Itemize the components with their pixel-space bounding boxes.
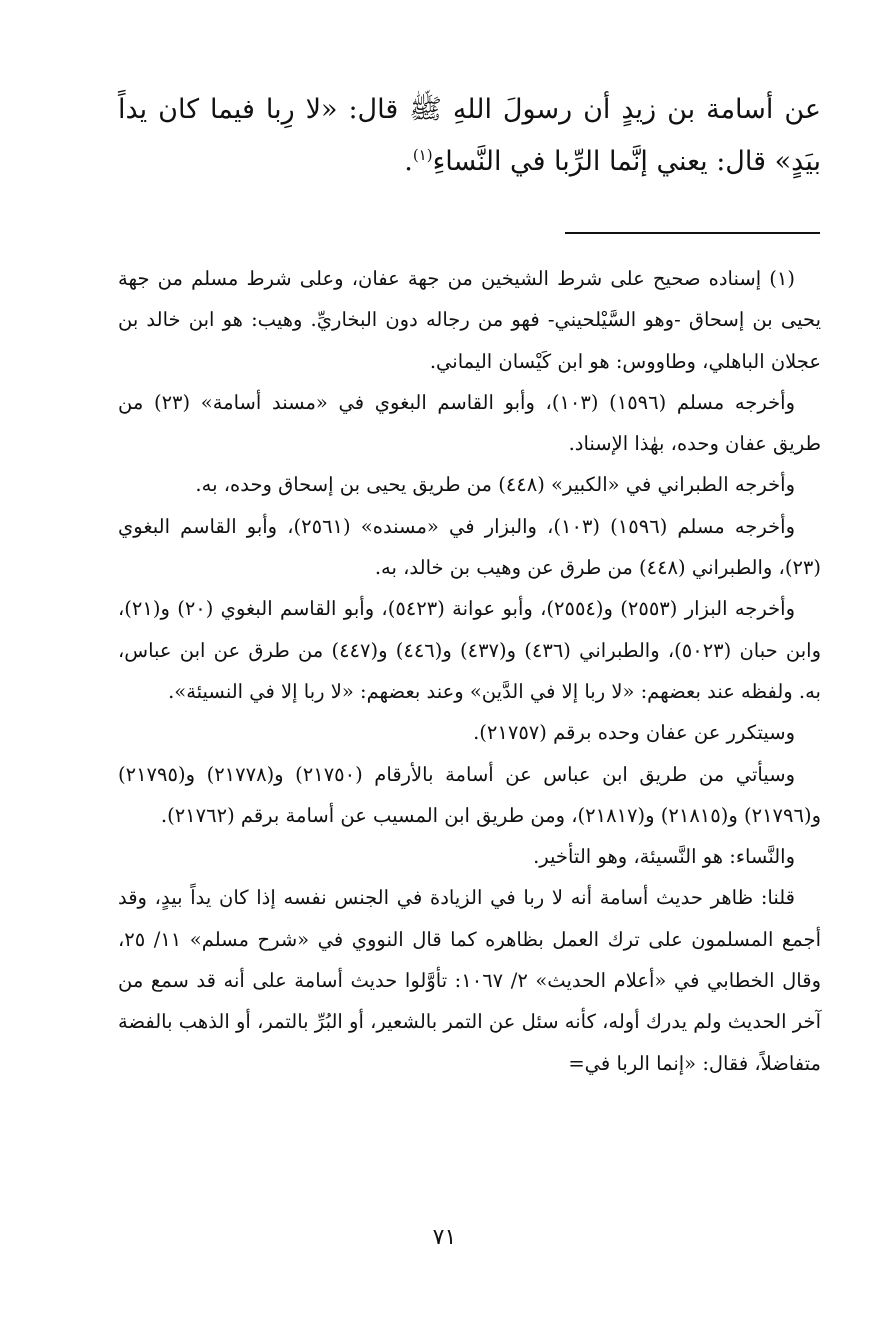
footnote-marker: (١) [412, 146, 433, 164]
footnote-paragraph: والنَّساء: هو النَّسيئة، وهو التأخير. [533, 845, 795, 869]
main-text-body: عن أسامة بن زيدٍ أن رسولَ اللهِ ﷺ قال: «لا رِبا فيما كان يداً بيَدٍ» قال: يعني إنَّما الرِّبا في النَّساءِ [118, 94, 821, 177]
footnote-paragraph: قلنا: ظاهر حديث أسامة أنه لا ربا في الزيادة في الجنس نفسه إذا كان يداً بيدٍ، وقد أجمع المسلمون على ترك العمل بظاهره كما قال النووي في «شرح مسلم» ١١/ ٢٥، وقال الخطابي في «أعلام الحديث» ٢/ ١٠٦٧: تأوَّلوا حديث أسامة على أنه قد سمع من آخر الحديث ولم يدرك أوله، كأنه سئل عن التمر بالشعير، أو البُرِّ بالتمر، أو الذهب بالفضة متفاضلاً، فقال: «إنما الربا في= [118, 886, 821, 1075]
footnote-paragraph: وسيأتي من طريق ابن عباس عن أسامة بالأرقام (٢١٧٥٠) و(٢١٧٧٨) و(٢١٧٩٥) و(٢١٧٩٦) و(٢١٨١٥) و(٢١٨١٧)، ومن طريق ابن المسيب عن أسامة برقم (٢١٧٦٢). [118, 762, 821, 827]
footnote-paragraph: وأخرجه الطبراني في «الكبير» (٤٤٨) من طريق يحيى بن إسحاق وحده، به. [195, 473, 795, 497]
footnote-paragraph: (١) إسناده صحيح على شرط الشيخين من جهة عفان، وعلى شرط مسلم من جهة يحيى بن إسحاق -وهو السَّيْلحيني- فهو من رجاله دون البخاريِّ. وهيب: هو ابن خالد بن عجلان الباهلي، وطاووس: هو ابن كَيْسان اليماني. [118, 267, 821, 373]
footnote-paragraph: وأخرجه مسلم (١٥٩٦) (١٠٣)، وأبو القاسم البغوي في «مسند أسامة» (٢٣) من طريق عفان وحده، بهٰذا الإسناد. [118, 390, 821, 456]
footnotes [118, 258, 821, 1084]
footnote-paragraph: وأخرجه البزار (٢٥٥٣) و(٢٥٥٤)، وأبو عوانة (٥٤٢٣)، وأبو القاسم البغوي (٢٠) و(٢١)، وابن حبان (٥٠٢٣)، والطبراني (٤٣٦) و(٤٣٧) و(٤٤٦) و(٤٤٧) من طرق عن ابن عباس، به. ولفظه عند بعضهم: «لا ربا إلا في الدَّين» وعند بعضهم: «لا ربا إلا في النسيئة». [118, 597, 821, 703]
footnote-paragraph: وسيتكرر عن عفان وحده برقم (٢١٧٥٧). [473, 721, 795, 745]
footnote-separator [565, 232, 820, 234]
main-text-end: . [404, 146, 413, 177]
footnote-paragraph: وأخرجه مسلم (١٥٩٦) (١٠٣)، والبزار في «مسنده» (٢٥٦١)، وأبو القاسم البغوي (٢٣)، والطبراني (٤٤٨) من طرق عن وهيب بن خالد، به. [118, 514, 821, 580]
main-text [118, 84, 821, 188]
page-number: ٧١ [432, 1225, 457, 1250]
